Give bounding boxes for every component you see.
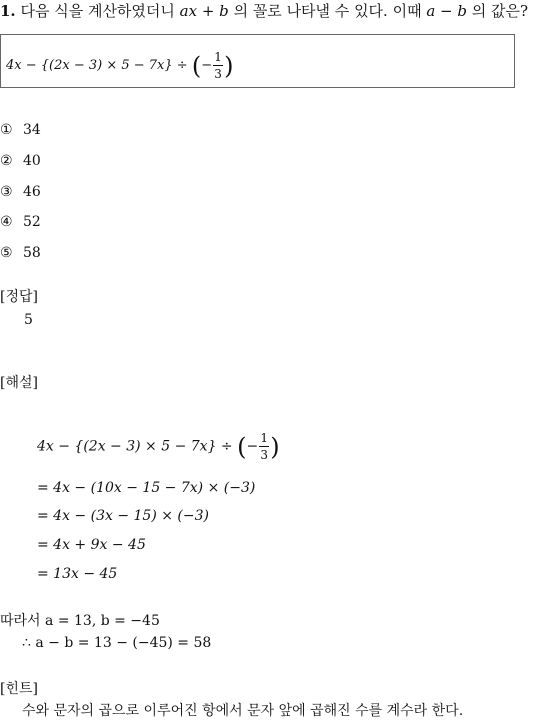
solution-fraction xyxy=(259,432,269,461)
box-fraction xyxy=(213,51,223,80)
solution-negative-sign: − xyxy=(246,438,259,455)
question-text-part3: 의 값은? xyxy=(471,2,529,20)
box-fraction-denominator: 3 xyxy=(214,67,222,81)
option-marker: ① xyxy=(0,122,13,138)
solution-line-1 xyxy=(37,432,280,461)
solution-line-4: = 4x + 9x − 45 xyxy=(37,537,146,553)
question-number: 1. xyxy=(0,2,16,20)
solution-line-3: = 4x − (3x − 15) × (−3) xyxy=(37,508,209,524)
box-fraction-numerator: 1 xyxy=(214,50,222,64)
solution-conclusion-1: 따라서 a = 13, b = −45 xyxy=(0,613,160,629)
right-paren: ) xyxy=(224,51,234,80)
option-marker: ④ xyxy=(0,214,13,230)
option-2[interactable] xyxy=(0,153,41,169)
right-paren: ) xyxy=(270,432,280,461)
solution-line-2: = 4x − (10x − 15 − 7x) × (−3) xyxy=(37,480,256,496)
solution-label: [해설] xyxy=(0,375,38,391)
question-math-expr1: ax + b xyxy=(179,2,229,20)
box-negative-sign: − xyxy=(201,58,213,73)
solution-fraction-denominator: 3 xyxy=(260,448,269,462)
solution-line-5: = 13x − 45 xyxy=(37,566,118,582)
option-marker: ② xyxy=(0,153,13,169)
answer-value: 5 xyxy=(24,312,33,328)
hint-text: 수와 문자의 곱으로 이루어진 항에서 문자 앞에 곱해진 수를 계수라 한다. xyxy=(22,703,464,719)
answer-label: [정답] xyxy=(0,289,38,305)
solution-fraction-numerator: 1 xyxy=(260,431,269,445)
option-value: 46 xyxy=(23,184,41,200)
solution-conclusion-2: ∴ a − b = 13 − (−45) = 58 xyxy=(22,635,212,651)
option-3[interactable] xyxy=(0,184,41,200)
option-5[interactable] xyxy=(0,245,41,261)
question-line xyxy=(0,0,528,21)
option-marker: ⑤ xyxy=(0,245,13,261)
fraction-bar xyxy=(213,65,223,66)
solution-line-1-head: 4x − {(2x − 3) × 5 − 7x} ÷ xyxy=(37,438,233,455)
left-paren: ( xyxy=(237,432,247,461)
option-value: 52 xyxy=(23,214,41,230)
question-text-part1: 다음 식을 계산하였더니 xyxy=(20,2,175,20)
option-value: 34 xyxy=(23,122,41,138)
fraction-bar xyxy=(259,446,269,447)
expression-box xyxy=(0,34,515,88)
box-expression xyxy=(6,51,234,80)
option-value: 58 xyxy=(23,245,41,261)
option-marker: ③ xyxy=(0,184,13,200)
option-1[interactable] xyxy=(0,122,41,138)
option-4[interactable] xyxy=(0,214,41,230)
option-value: 40 xyxy=(23,153,41,169)
hint-label: [힌트] xyxy=(0,681,38,697)
left-paren: ( xyxy=(191,51,202,80)
question-text-part2: 의 꼴로 나타낼 수 있다. 이때 xyxy=(233,2,422,20)
question-math-expr2: a − b xyxy=(426,2,467,20)
box-expression-head: 4x − {(2x − 3) × 5 − 7x} ÷ xyxy=(6,58,188,73)
